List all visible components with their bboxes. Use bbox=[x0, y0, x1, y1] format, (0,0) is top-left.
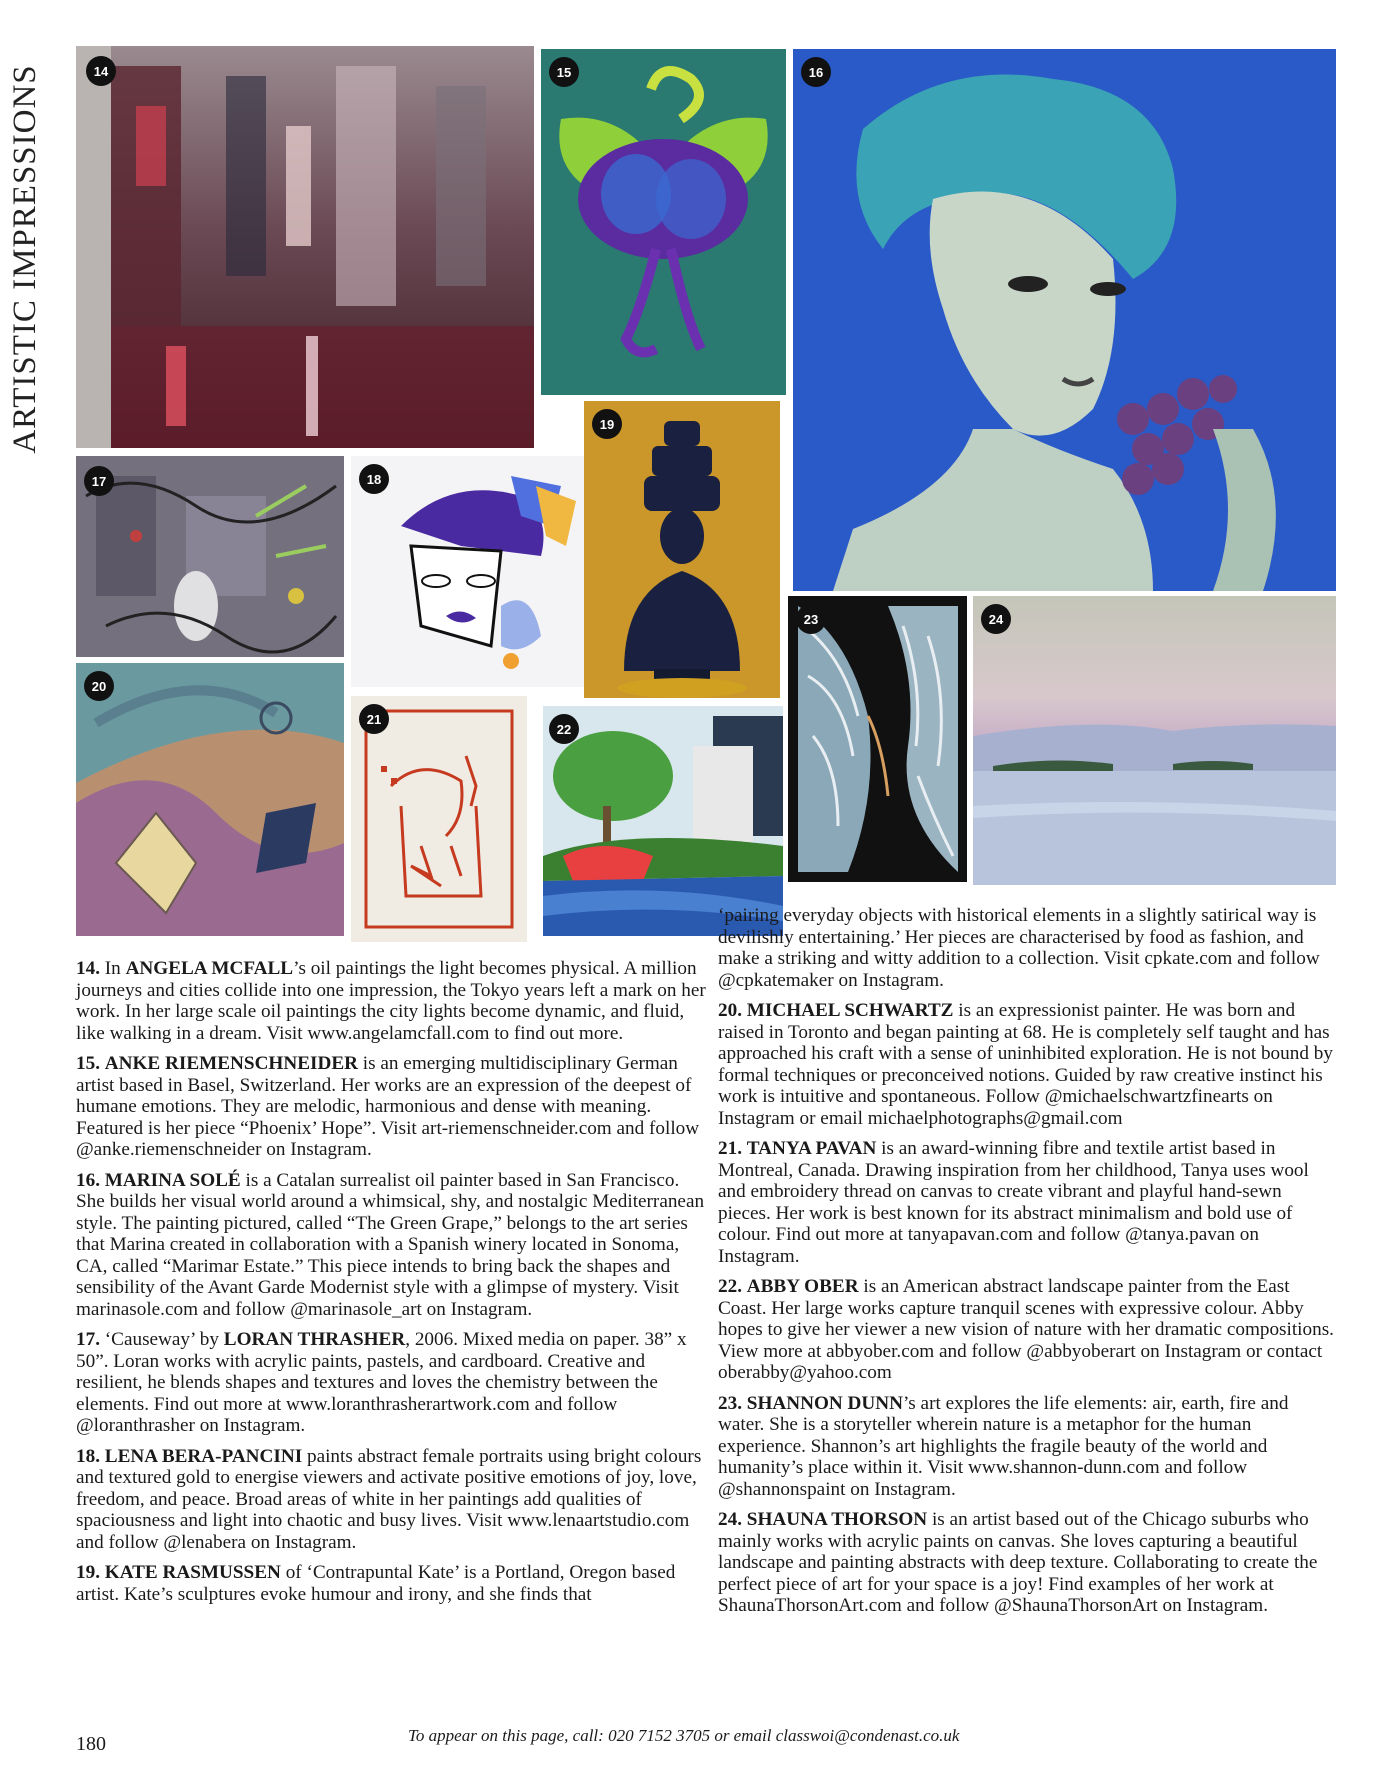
artwork-number-badge: 22 bbox=[549, 714, 579, 744]
right-column bbox=[718, 905, 1338, 1626]
artwork-22 bbox=[543, 706, 783, 936]
entry-23: 23. SHANNON DUNN’s art explores the life elements: air, earth, fire and water. She is a storyteller wherein nature is a metaphor for the human experience. Shannon’s art highlights the fragile beauty of the world and humanity’s place within it. Visit www.shannon-dunn.com and follow @shannonspaint on Instagram. bbox=[718, 1392, 1289, 1500]
artwork-number-badge: 19 bbox=[592, 409, 622, 439]
artwork-15 bbox=[541, 49, 786, 395]
entry-20: 20. MICHAEL SCHWARTZ is an expressionist painter. He was born and raised in Toronto and began painting at 68. He is completely self taught and has approached his craft with a sense of uninhibited exploration. He is not bound by formal techniques or preconceived notions. Guided by raw creative instinct his work is intuitive and spontaneous. Follow @michaelschwartzfinearts on Instagram or email michaelphotographs@gmail.com bbox=[718, 1000, 1333, 1129]
entry-19: 19. KATE RASMUSSEN of ‘Contrapuntal Kate’ is a Portland, Oregon based artist. Kate’s sculptures evoke humour and irony, and she finds that bbox=[76, 1562, 676, 1605]
artwork-number-badge: 21 bbox=[359, 704, 389, 734]
artwork-16 bbox=[793, 49, 1336, 591]
artwork-number-badge: 23 bbox=[796, 604, 826, 634]
entry-15: 15. ANKE RIEMENSCHNEIDER is an emerging multidisciplinary German artist based in Basel, Switzerland. Her works are an expression of the deepest of humane emotions. They are melodic, harmonious and dense with meaning. Featured is her piece “Phoenix’ Hope”. Visit art-riemenschneider.com and follow @anke.riemenschneider on Instagram. bbox=[76, 1053, 700, 1160]
artwork-19 bbox=[584, 401, 780, 698]
entry-18: 18. LENA BERA-PANCINI paints abstract female portraits using bright colours and textured gold to energise viewers and activate positive emotions of joy, love, freedom, and peace. Broad areas of white in her paintings add qualities of spaciousness and light into chaotic and busy lives. Visit www.lenaartstudio.com and follow @lenabera on Instagram. bbox=[76, 1445, 702, 1553]
artwork-20 bbox=[76, 663, 344, 936]
page-number: 180 bbox=[76, 1733, 106, 1755]
advertising-contact-note: To appear on this page, call: 020 7152 3705 or email classwoi@condenast.co.uk bbox=[408, 1726, 960, 1745]
artwork-number-badge: 15 bbox=[549, 57, 579, 87]
artwork-23 bbox=[788, 596, 967, 882]
artwork-number-badge: 20 bbox=[84, 671, 114, 701]
entry-19-continued: ‘pairing everyday objects with historical elements in a slightly satirical way is devilishly entertaining.’ Her pieces are characterised by food as fashion, and make a striking and witty addition to a collection. Visit cpkate.com and follow @cpkatemaker on Instagram. bbox=[718, 905, 1320, 991]
entry-21: 21. TANYA PAVAN is an award-winning fibre and textile artist based in Montreal, Canada. Drawing inspiration from her childhood, Tanya uses wool and embroidery thread on canvas to create vibrant and playful hand-sewn pieces. Her work is best known for its abstract minimalism and bold use of colour. Find out more at tanyapavan.com and follow @tanya.pavan on Instagram. bbox=[718, 1138, 1309, 1267]
entry-16: 16. MARINA SOLÉ is a Catalan surrealist oil painter based in San Francisco. She builds her visual world around a whimsical, shy, and nostalgic Mediterranean style. The painting pictured, called “The Green Grape,” belongs to the art series that Marina created in collaboration with a Spanish winery located in Sonoma, CA, called “Marimar Estate.” This piece intends to bring back the shapes and sensibility of the Avant Garde Modernist style with a glimpse of mystery. Visit marinasole.com and follow @marinasole_art on Instagram. bbox=[76, 1169, 705, 1320]
entry-14: 14. In ANGELA MCFALL’s oil paintings the light becomes physical. A million journeys and cities collide into one impression, the Tokyo years left a mark on her work. In her large scale oil paintings the city lights become dynamic, and fluid, like walking in a dream. Visit www.angelamcfall.com to find out more. bbox=[76, 958, 706, 1044]
artwork-24 bbox=[973, 596, 1336, 885]
artwork-number-badge: 14 bbox=[86, 56, 116, 86]
artwork-21 bbox=[351, 696, 527, 942]
entry-17: 17. ‘Causeway’ by LORAN THRASHER, 2006. Mixed media on paper. 38” x 50”. Loran works with acrylic paints, pastels, and cardboard. Creative and resilient, he blends shapes and textures and loves the chemistry between the elements. Find out more at www.loranthrasherartwork.com and follow @loranthrasher on Instagram. bbox=[76, 1329, 687, 1436]
artwork-number-badge: 16 bbox=[801, 57, 831, 87]
artwork-18 bbox=[351, 456, 587, 687]
section-title: ARTISTIC IMPRESSIONS bbox=[7, 64, 43, 454]
artwork-number-badge: 24 bbox=[981, 604, 1011, 634]
artwork-14 bbox=[76, 46, 534, 448]
artwork-number-badge: 17 bbox=[84, 466, 114, 496]
artwork-17 bbox=[76, 456, 344, 657]
entry-24: 24. SHAUNA THORSON is an artist based out of the Chicago suburbs who mainly works with acrylic paints on canvas. She loves capturing a beautiful landscape and painting abstracts with deep texture. Collaborating to create the perfect piece of art for your space is a joy! Find examples of her work at ShaunaThorsonArt.com and follow @ShaunaThorsonArt on Instagram. bbox=[718, 1509, 1318, 1616]
artwork-number-badge: 18 bbox=[359, 464, 389, 494]
left-column bbox=[76, 958, 706, 1614]
entry-22: 22. ABBY OBER is an American abstract landscape painter from the East Coast. Her large works capture tranquil scenes with expressive colour. Abby hopes to give her viewer a new vision of nature with her dramatic compositions. View more at abbyober.com and follow @abbyoberart on Instagram or contact oberabby@yahoo.com bbox=[718, 1276, 1334, 1383]
